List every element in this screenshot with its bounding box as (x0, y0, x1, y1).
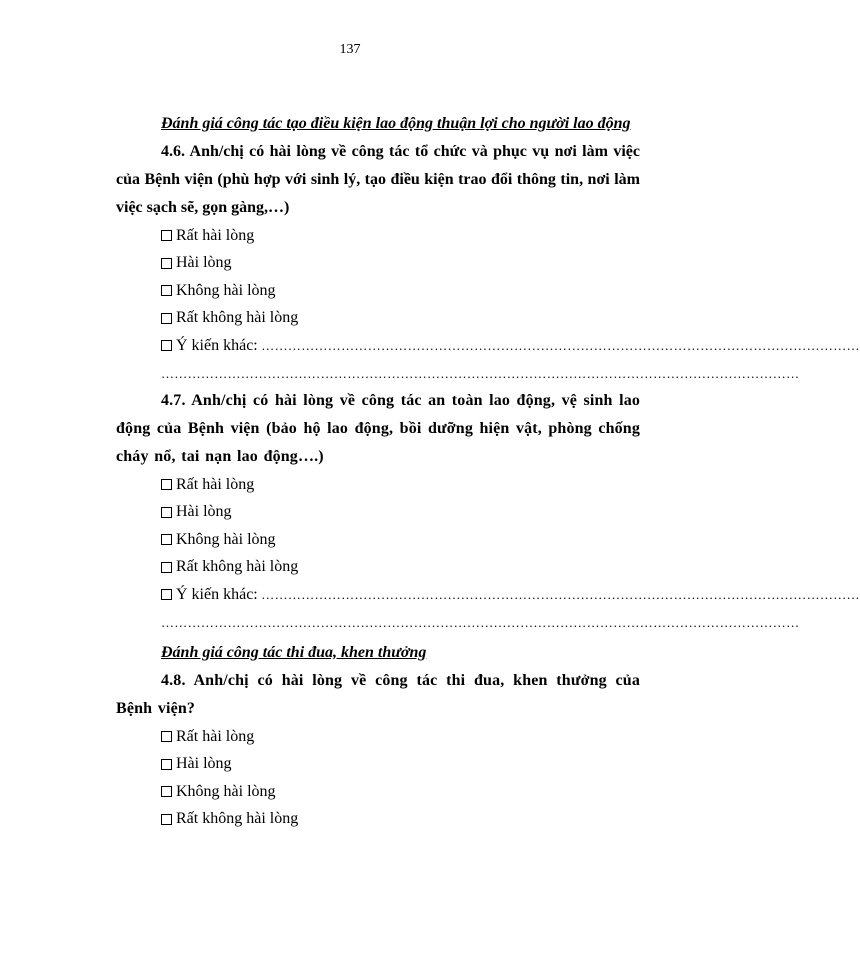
option-label: Rất không hài lòng (176, 810, 299, 828)
fill-in-line[interactable]: ……………………………………………………………………………………………………………………………… (161, 365, 800, 381)
option-label: Rất hài lòng (176, 475, 255, 493)
checkbox-icon[interactable] (161, 479, 172, 490)
option-very-satisfied[interactable] (161, 471, 640, 499)
options-4-7 (116, 471, 860, 636)
page-number: 137 (339, 42, 361, 57)
options-4-6 (116, 222, 860, 387)
fill-in-line[interactable]: ……………………………………………………………………………………………………………………… (257, 586, 860, 602)
option-very-satisfied[interactable] (161, 723, 640, 751)
option-very-not-satisfied[interactable] (161, 554, 640, 582)
question-4-6: 4.6. Anh/chị có hài lòng về công tác tổ chức và phục vụ nơi làm việc của Bệnh viện (phù hợp với sinh lý, tạo điều kiện trao đổi thông tin, nơi làm việc sạch sẽ, gọn gàng,…) (116, 143, 640, 216)
checkbox-icon[interactable] (161, 230, 172, 241)
checkbox-icon[interactable] (161, 313, 172, 324)
checkbox-icon[interactable] (161, 562, 172, 573)
checkbox-icon[interactable] (161, 786, 172, 797)
option-label: Rất hài lòng (176, 226, 255, 244)
question-4-7: 4.7. Anh/chị có hài lòng về công tác an toàn lao động, vệ sinh lao động của Bệnh viện (bảo hộ lao động, bồi dưỡng hiện vật, phòng chống cháy nổ, tai nạn lao động….) (116, 392, 640, 465)
checkbox-icon[interactable] (161, 731, 172, 742)
option-very-satisfied[interactable] (161, 222, 640, 250)
option-satisfied[interactable] (161, 499, 640, 527)
option-label: Không hài lòng (176, 782, 276, 800)
fill-in-line[interactable]: ……………………………………………………………………………………………………………………… (257, 337, 860, 353)
checkbox-icon[interactable] (161, 507, 172, 518)
option-label: Rất hài lòng (176, 727, 255, 745)
option-label: Hài lòng (176, 254, 232, 272)
option-not-satisfied[interactable] (161, 277, 640, 305)
option-label: Ý kiến khác: (176, 336, 258, 354)
checkbox-icon[interactable] (161, 340, 172, 351)
document-body (116, 110, 860, 833)
option-not-satisfied[interactable] (161, 526, 640, 554)
section-title-working-conditions: Đánh giá công tác tạo điều kiện lao động thuận lợi cho người lao động (161, 115, 631, 132)
option-label: Ý kiến khác: (176, 585, 258, 603)
option-other-opinion[interactable] (161, 332, 860, 360)
checkbox-icon[interactable] (161, 285, 172, 296)
checkbox-icon[interactable] (161, 589, 172, 600)
option-not-satisfied[interactable] (161, 778, 640, 806)
options-4-8 (116, 723, 640, 833)
option-very-not-satisfied[interactable] (161, 305, 640, 333)
option-label: Không hài lòng (176, 530, 276, 548)
option-very-not-satisfied[interactable] (161, 806, 640, 834)
section-title-emulation-rewards: Đánh giá công tác thi đua, khen thưởng (161, 644, 427, 661)
checkbox-icon[interactable] (161, 534, 172, 545)
option-label: Hài lòng (176, 755, 232, 773)
checkbox-icon[interactable] (161, 814, 172, 825)
option-label: Rất không hài lòng (176, 309, 299, 327)
question-4-8: 4.8. Anh/chị có hài lòng về công tác thi đua, khen thưởng của Bệnh viện? (116, 672, 640, 717)
option-other-opinion[interactable] (161, 581, 860, 609)
option-label: Hài lòng (176, 503, 232, 521)
checkbox-icon[interactable] (161, 759, 172, 770)
option-label: Rất không hài lòng (176, 558, 299, 576)
checkbox-icon[interactable] (161, 258, 172, 269)
fill-in-line[interactable]: ……………………………………………………………………………………………………………………………… (161, 614, 800, 630)
option-satisfied[interactable] (161, 751, 640, 779)
option-label: Không hài lòng (176, 281, 276, 299)
option-satisfied[interactable] (161, 250, 640, 278)
